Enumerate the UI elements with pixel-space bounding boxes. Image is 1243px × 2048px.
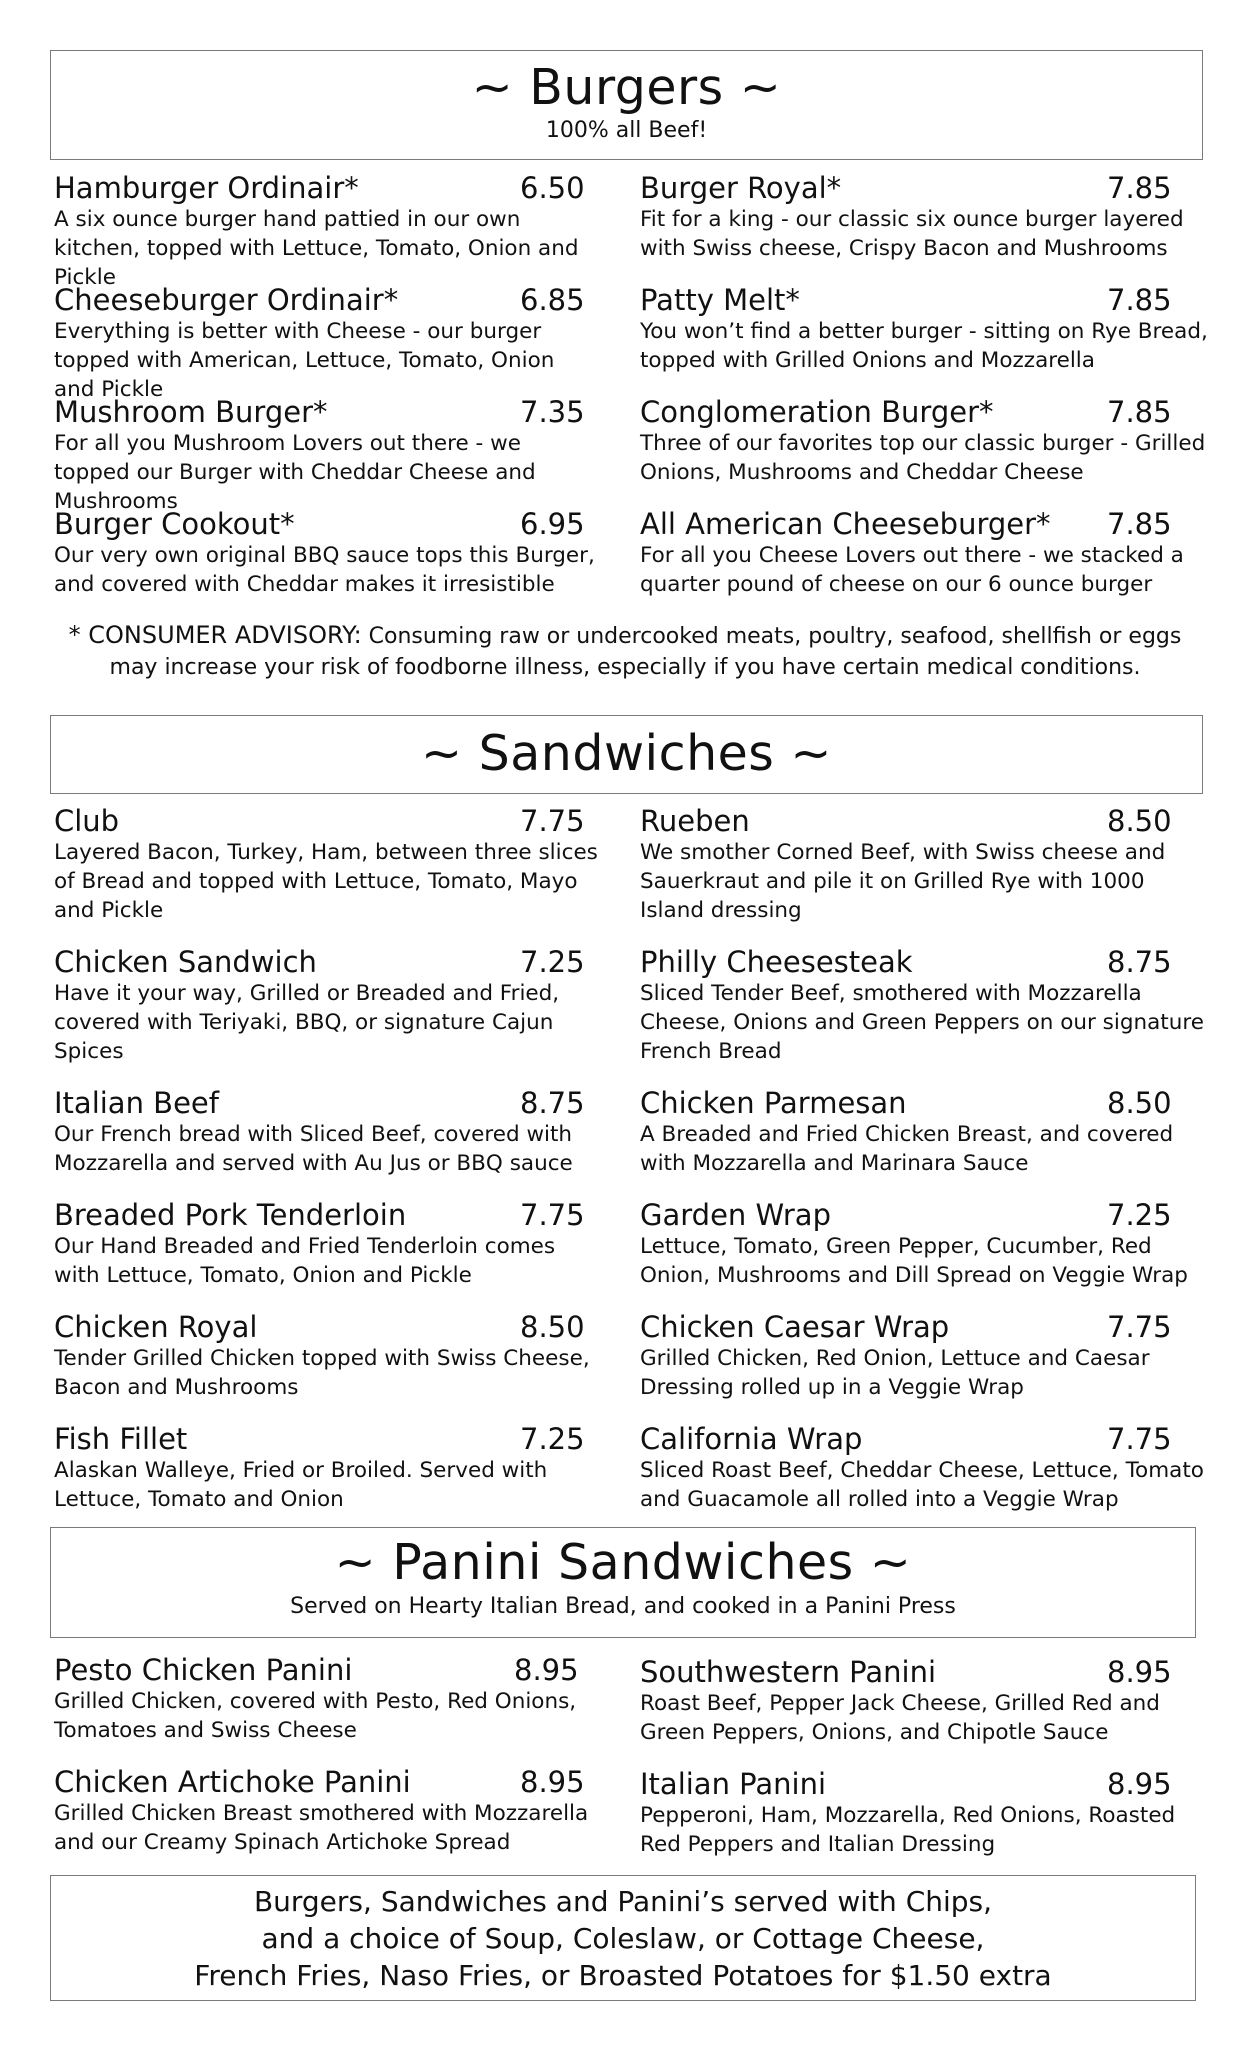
sandwiches-title: ~ Sandwiches ~ xyxy=(421,725,832,782)
menu-item xyxy=(54,944,600,1066)
menu-item xyxy=(640,282,1210,375)
item-name: Burger Royal* xyxy=(640,171,842,205)
item-description: You won’t find a better burger - sitting on Rye Bread, topped with Grilled Onions and Mozzarella xyxy=(640,319,1208,373)
item-description: Have it your way, Grilled or Breaded and Fried, covered with Teriyaki, BBQ, or signature Cajun Spices xyxy=(54,981,560,1064)
item-price: 8.50 xyxy=(1107,1086,1172,1120)
item-price: 7.35 xyxy=(520,395,585,429)
burgers-subtitle: 100% all Beef! xyxy=(545,118,708,143)
advisory-text: Consuming raw or undercooked meats, poultry, seafood, shellfish or eggs may increase your risk of foodborne illness, especially if you have certain medical conditions. xyxy=(109,624,1182,680)
item-price: 8.50 xyxy=(520,1310,585,1344)
menu-item xyxy=(54,1764,600,1857)
item-description: For all you Cheese Lovers out there - we stacked a quarter pound of cheese on our 6 ounce burger xyxy=(640,543,1184,597)
item-description: Sliced Roast Beef, Cheddar Cheese, Lettuce, Tomato and Guacamole all rolled into a Veggie Wrap xyxy=(640,1458,1204,1512)
item-description: Tender Grilled Chicken topped with Swiss Cheese, Bacon and Mushrooms xyxy=(54,1346,590,1400)
item-price: 7.85 xyxy=(1107,395,1172,429)
item-price: 7.25 xyxy=(1107,1198,1172,1232)
item-name: Italian Beef xyxy=(54,1086,219,1120)
menu-item xyxy=(54,282,600,404)
item-description: For all you Mushroom Lovers out there - we topped our Burger with Cheddar Cheese and Mushrooms xyxy=(54,431,536,514)
burgers-title: ~ Burgers ~ xyxy=(471,59,782,116)
item-price: 6.95 xyxy=(520,507,585,541)
item-price: 8.95 xyxy=(1107,1655,1172,1689)
item-name: California Wrap xyxy=(640,1422,863,1456)
item-description: Grilled Chicken, Red Onion, Lettuce and Caesar Dressing rolled up in a Veggie Wrap xyxy=(640,1346,1150,1400)
consumer-advisory xyxy=(60,620,1190,683)
item-price: 7.25 xyxy=(520,945,585,979)
item-name: Garden Wrap xyxy=(640,1198,831,1232)
item-price: 7.85 xyxy=(1107,283,1172,317)
item-description: Three of our favorites top our classic burger - Grilled Onions, Mushrooms and Cheddar Cheese xyxy=(640,431,1206,485)
item-description: Roast Beef, Pepper Jack Cheese, Grilled Red and Green Peppers, Onions, and Chipotle Sauce xyxy=(640,1691,1160,1745)
item-description: A six ounce burger hand pattied in our own kitchen, topped with Lettuce, Tomato, Onion and Pickle xyxy=(54,207,579,290)
item-name: Rueben xyxy=(640,804,750,838)
menu-item xyxy=(640,506,1210,599)
item-price: 7.75 xyxy=(1107,1422,1172,1456)
item-price: 6.50 xyxy=(520,171,585,205)
menu-item xyxy=(640,1654,1210,1747)
item-price: 7.85 xyxy=(1107,507,1172,541)
item-name: Cheeseburger Ordinair* xyxy=(54,283,399,317)
item-name: Philly Cheesesteak xyxy=(640,945,913,979)
item-price: 7.75 xyxy=(1107,1310,1172,1344)
menu-item xyxy=(54,803,600,925)
menu-item xyxy=(54,170,600,292)
item-name: Breaded Pork Tenderloin xyxy=(54,1198,407,1232)
menu-item xyxy=(54,1652,600,1745)
item-name: Chicken Royal xyxy=(54,1310,258,1344)
item-name: Fish Fillet xyxy=(54,1422,188,1456)
item-name: Pesto Chicken Panini xyxy=(54,1653,353,1687)
item-name: Mushroom Burger* xyxy=(54,395,328,429)
menu-item xyxy=(54,394,600,516)
item-description: Pepperoni, Ham, Mozzarella, Red Onions, Roasted Red Peppers and Italian Dressing xyxy=(640,1803,1176,1857)
panini-header-box xyxy=(50,1527,1196,1638)
menu-item xyxy=(640,803,1210,925)
item-name: Patty Melt* xyxy=(640,283,800,317)
menu-item xyxy=(54,506,600,599)
menu-item xyxy=(640,1421,1210,1514)
item-description: Fit for a king - our classic six ounce burger layered with Swiss cheese, Crispy Bacon and Mushrooms xyxy=(640,207,1184,261)
advisory-label: * CONSUMER ADVISORY: xyxy=(68,621,362,649)
item-description: Our Hand Breaded and Fried Tenderloin comes with Lettuce, Tomato, Onion and Pickle xyxy=(54,1234,556,1288)
item-price: 7.85 xyxy=(1107,171,1172,205)
menu-item xyxy=(54,1085,600,1178)
menu-item xyxy=(640,170,1210,263)
menu-item xyxy=(640,944,1210,1066)
panini-subtitle: Served on Hearty Italian Bread, and cooked in a Panini Press xyxy=(290,1594,956,1619)
item-description: Everything is better with Cheese - our burger topped with American, Lettuce, Tomato, Onion and Pickle xyxy=(54,319,555,402)
menu-item xyxy=(640,1766,1210,1859)
item-price: 8.95 xyxy=(1107,1767,1172,1801)
item-price: 8.95 xyxy=(520,1765,585,1799)
item-price: 8.50 xyxy=(1107,804,1172,838)
footer-box xyxy=(50,1875,1196,2001)
menu-item xyxy=(640,1085,1210,1178)
item-description: Layered Bacon, Turkey, Ham, between three slices of Bread and topped with Lettuce, Tomato, Mayo and Pickle xyxy=(54,840,598,923)
item-description: Our French bread with Sliced Beef, covered with Mozzarella and served with Au Jus or BBQ sauce xyxy=(54,1122,573,1176)
item-name: Chicken Artichoke Panini xyxy=(54,1765,411,1799)
item-price: 7.25 xyxy=(520,1422,585,1456)
item-name: Chicken Caesar Wrap xyxy=(640,1310,950,1344)
menu-item xyxy=(640,1197,1210,1290)
item-name: Italian Panini xyxy=(640,1767,827,1801)
item-description: We smother Corned Beef, with Swiss cheese and Sauerkraut and pile it on Grilled Rye with 1000 Island dressing xyxy=(640,840,1166,923)
item-price: 8.75 xyxy=(1107,945,1172,979)
menu-item xyxy=(54,1309,600,1402)
item-name: Club xyxy=(54,804,120,838)
item-name: Hamburger Ordinair* xyxy=(54,171,359,205)
item-name: Chicken Sandwich xyxy=(54,945,317,979)
burgers-header-box xyxy=(50,50,1203,160)
footer-line-3: French Fries, Naso Fries, or Broasted Potatoes for $1.50 extra xyxy=(194,1959,1052,1992)
footer-line-1: Burgers, Sandwiches and Panini’s served with Chips, xyxy=(253,1885,993,1918)
item-name: Burger Cookout* xyxy=(54,507,295,541)
item-name: Southwestern Panini xyxy=(640,1655,937,1689)
menu-item xyxy=(640,394,1210,487)
item-price: 8.95 xyxy=(514,1653,579,1687)
item-description: A Breaded and Fried Chicken Breast, and covered with Mozzarella and Marinara Sauce xyxy=(640,1122,1174,1176)
item-price: 8.75 xyxy=(520,1086,585,1120)
item-price: 7.75 xyxy=(520,804,585,838)
item-description: Grilled Chicken Breast smothered with Mozzarella and our Creamy Spinach Artichoke Spread xyxy=(54,1801,589,1855)
item-description: Grilled Chicken, covered with Pesto, Red Onions, Tomatoes and Swiss Cheese xyxy=(54,1689,577,1743)
menu-item xyxy=(640,1309,1210,1402)
item-name: Conglomeration Burger* xyxy=(640,395,994,429)
item-description: Alaskan Walleye, Fried or Broiled. Served with Lettuce, Tomato and Onion xyxy=(54,1458,548,1512)
item-name: All American Cheeseburger* xyxy=(640,507,1051,541)
panini-title: ~ Panini Sandwiches ~ xyxy=(334,1534,912,1591)
menu-item xyxy=(54,1197,600,1290)
item-price: 6.85 xyxy=(520,283,585,317)
item-description: Sliced Tender Beef, smothered with Mozzarella Cheese, Onions and Green Peppers on our signature French Bread xyxy=(640,981,1204,1064)
item-description: Lettuce, Tomato, Green Pepper, Cucumber, Red Onion, Mushrooms and Dill Spread on Veggie Wrap xyxy=(640,1234,1188,1288)
item-name: Chicken Parmesan xyxy=(640,1086,907,1120)
footer-line-2: and a choice of Soup, Coleslaw, or Cottage Cheese, xyxy=(261,1922,985,1955)
item-description: Our very own original BBQ sauce tops this Burger, and covered with Cheddar makes it irresistible xyxy=(54,543,595,597)
menu-item xyxy=(54,1421,600,1514)
sandwiches-header-box xyxy=(50,715,1203,794)
item-price: 7.75 xyxy=(520,1198,585,1232)
